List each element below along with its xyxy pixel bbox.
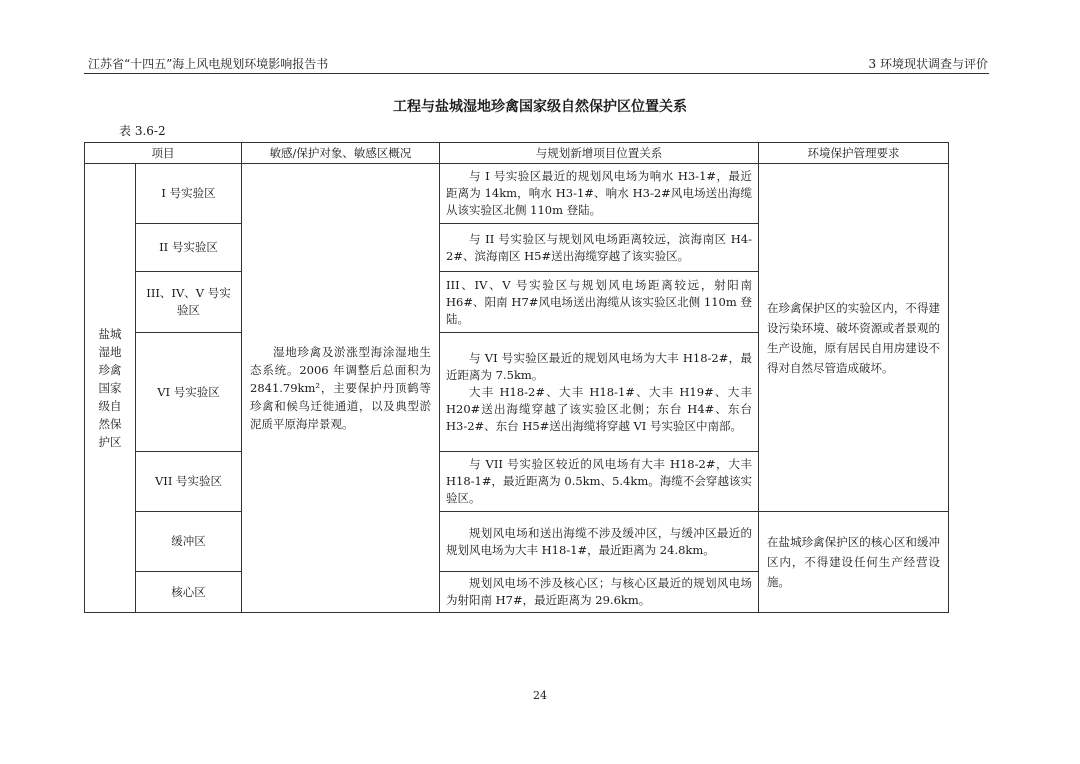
relation-cell: 规划风电场不涉及核心区；与核心区最近的规划风电场为射阳南 H7#，最近距离为 29.6km。 [440,572,759,613]
table-header-row [85,143,949,164]
relation-cell: 与 I 号实验区最近的规划风电场为响水 H3-1#，最近距离为 14km，响水 H3-1#、响水 H3-2#风电场送出海缆从该实验区北侧 110m 登陆。 [440,164,759,224]
zone-cell: 缓冲区 [136,512,242,572]
header-divider [84,73,989,74]
zone-cell: I 号实验区 [136,164,242,224]
relation-cell: 规划风电场和送出海缆不涉及缓冲区，与缓冲区最近的规划风电场为大丰 H18-1#，最近距离为 24.8km。 [440,512,759,572]
table-row [85,164,949,224]
header-item: 项目 [85,143,242,164]
relationship-table [84,142,949,613]
reserve-description: 湿地珍禽及淤涨型海涂湿地生态系统。2006 年调整后总面积为 2841.79km²，主要保护丹顶鹤等珍禽和候鸟迁徙通道，以及典型淤泥质平原海岸景观。 [242,164,440,613]
zone-cell: VII 号实验区 [136,452,242,512]
header-overview: 敏感/保护对象、敏感区概况 [242,143,440,164]
zone-cell: VI 号实验区 [136,333,242,452]
experimental-zone-requirement: 在珍禽保护区的实验区内，不得建设污染环境、破坏资源或者景观的生产设施，原有居民自用房建设不得对自然尽管造成破坏。 [759,164,949,512]
header-relation: 与规划新增项目位置关系 [440,143,759,164]
relation-cell: III、IV、V 号实验区与规划风电场距离较远，射阳南 H6#、阳南 H7#风电场送出海缆从该实验区北侧 110m 登陆。 [440,272,759,333]
relation-cell: 与 VII 号实验区较近的风电场有大丰 H18-2#，大丰 H18-1#，最近距离为 0.5km、5.4km。海缆不会穿越该实验区。 [440,452,759,512]
table-number: 表 3.6-2 [119,124,166,138]
running-header-right: 3 环境现状调查与评价 [868,57,988,71]
table-title: 工程与盐城湿地珍禽国家级自然保护区位置关系 [393,99,687,115]
zone-cell: III、IV、V 号实验区 [136,272,242,333]
header-requirement: 环境保护管理要求 [759,143,949,164]
zone-cell: 核心区 [136,572,242,613]
relation-cell: 与 II 号实验区与规划风电场距离较远，滨海南区 H4-2#、滨海南区 H5#送出海缆穿越了该实验区。 [440,224,759,272]
reserve-name: 盐城湿地珍禽国家级自然保护区 [85,164,136,613]
page-number: 24 [533,689,547,702]
core-buffer-requirement: 在盐城珍禽保护区的核心区和缓冲区内，不得建设任何生产经营设施。 [759,512,949,613]
relation-cell: 与 VI 号实验区最近的规划风电场为大丰 H18-2#，最近距离为 7.5km。 大丰 H18-2#、大丰 H18-1#、大丰 H19#、大丰 H20#送出海缆穿越了该实验区北侧；东台 H4#、东台 H3-2#、东台 H5#送出海缆将穿越 VI 号实验区中南部。 [440,333,759,452]
zone-cell: II 号实验区 [136,224,242,272]
running-header-left: 江苏省“十四五”海上风电规划环境影响报告书 [88,57,329,71]
table-row [85,512,949,572]
